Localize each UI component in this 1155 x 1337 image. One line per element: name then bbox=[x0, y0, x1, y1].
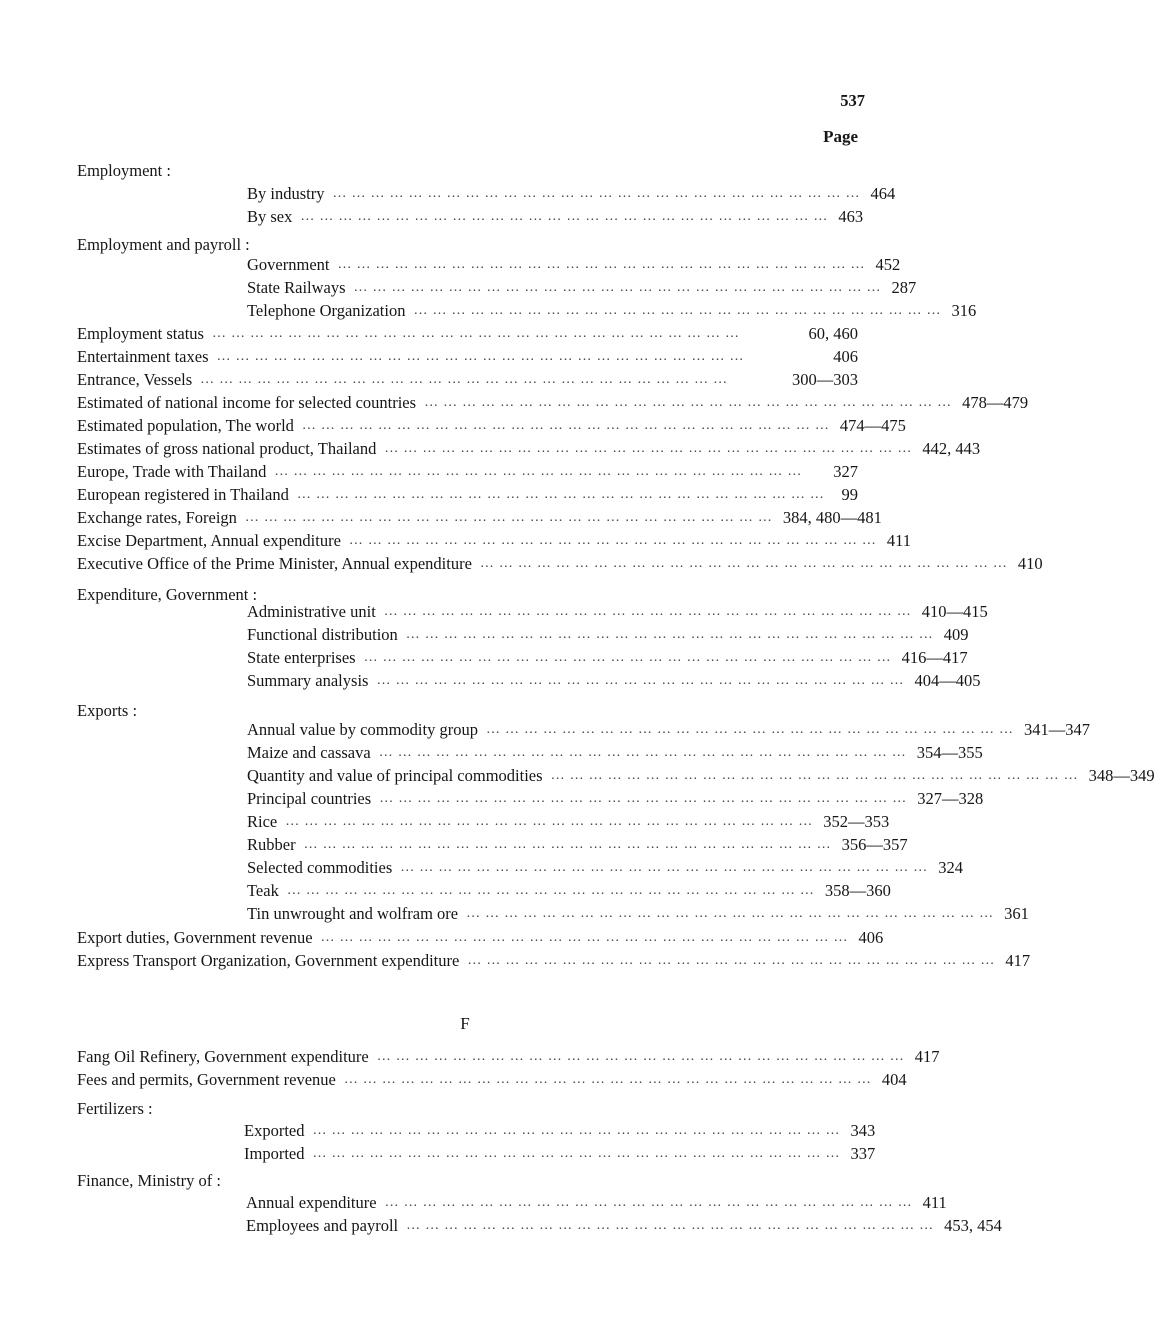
entry-pages: 99 bbox=[841, 485, 858, 504]
dot-leader: ………………………………………………………………………… bbox=[343, 1072, 876, 1087]
index-subentry bbox=[247, 622, 969, 644]
entry-label: State enterprises bbox=[247, 648, 356, 667]
index-subentry bbox=[247, 832, 908, 854]
group-heading: Employment and payroll : bbox=[77, 235, 250, 254]
entry-label: European registered in Thailand bbox=[77, 485, 289, 504]
index-subentry bbox=[246, 1190, 947, 1212]
entry-pages: 406 bbox=[858, 928, 884, 947]
page-column-heading: Page bbox=[823, 127, 858, 146]
dot-leader: ………………………………………………………………………… bbox=[363, 650, 896, 665]
dot-leader: ………………………………………………………………………… bbox=[300, 209, 833, 224]
entry-label: Express Transport Organization, Government expenditure bbox=[77, 951, 460, 970]
index-subentry bbox=[247, 275, 917, 297]
dot-leader: ………………………………………………………………………… bbox=[312, 1123, 845, 1138]
index-entry bbox=[77, 344, 858, 366]
entry-pages: 409 bbox=[943, 625, 969, 644]
dot-leader: ………………………………………………………………………… bbox=[353, 280, 886, 295]
entry-label: Employees and payroll bbox=[246, 1216, 399, 1235]
dot-leader: ………………………………………………………………………… bbox=[376, 673, 909, 688]
entry-label: Estimates of gross national product, Thailand bbox=[77, 439, 377, 458]
dot-leader: ………………………………………………………………………… bbox=[405, 627, 938, 642]
entry-pages: 453, 454 bbox=[944, 1216, 1002, 1235]
entry-label: Entrance, Vessels bbox=[77, 370, 193, 389]
entry-pages: 411 bbox=[886, 531, 912, 550]
entry-label: Estimated of national income for selected countries bbox=[77, 393, 417, 412]
dot-leader: ………………………………………………………………………… bbox=[384, 1195, 917, 1210]
entry-pages: 478—479 bbox=[962, 393, 1029, 412]
dot-leader: ………………………………………………………………………… bbox=[400, 860, 933, 875]
entry-pages: 358—360 bbox=[824, 881, 891, 900]
dot-leader: ………………………………………………………………………… bbox=[406, 1218, 939, 1233]
index-subentry bbox=[247, 298, 977, 320]
entry-label: Imported bbox=[244, 1144, 305, 1163]
entry-label: Export duties, Government revenue bbox=[77, 928, 313, 947]
dot-leader: ………………………………………………………………………… bbox=[467, 953, 1000, 968]
entry-label: Principal countries bbox=[247, 789, 372, 808]
index-entry bbox=[77, 459, 858, 481]
entry-pages: 316 bbox=[951, 301, 977, 320]
entry-label: Entertainment taxes bbox=[77, 347, 209, 366]
entry-pages: 410 bbox=[1017, 554, 1043, 573]
entry-label: Government bbox=[247, 255, 330, 274]
index-entry bbox=[77, 505, 882, 527]
index-subentry bbox=[247, 740, 983, 762]
entry-pages: 384, 480—481 bbox=[782, 508, 882, 527]
index-entry bbox=[77, 1067, 907, 1089]
dot-leader: ………………………………………………………………………… bbox=[479, 556, 1012, 571]
dot-leader: ………………………………………………………………………… bbox=[286, 883, 819, 898]
dot-leader: ………………………………………………………………………… bbox=[485, 722, 1018, 737]
entry-label: By industry bbox=[247, 184, 325, 203]
dot-leader: ………………………………………………………………………… bbox=[200, 372, 733, 387]
entry-pages: 417 bbox=[914, 1047, 940, 1066]
index-entry bbox=[77, 528, 912, 550]
entry-pages: 300—303 bbox=[792, 370, 858, 389]
entry-label: Fees and permits, Government revenue bbox=[77, 1070, 336, 1089]
entry-label: Estimated population, The world bbox=[77, 416, 294, 435]
entry-label: Rubber bbox=[247, 835, 296, 854]
entry-pages: 352—353 bbox=[823, 812, 890, 831]
group-heading: Expenditure, Government : bbox=[77, 585, 258, 604]
entry-label: Tin unwrought and wolfram ore bbox=[247, 904, 459, 923]
dot-leader: ………………………………………………………………………… bbox=[296, 487, 829, 502]
index-subentry bbox=[247, 181, 896, 203]
entry-label: Selected commodities bbox=[247, 858, 393, 877]
entry-pages: 442, 443 bbox=[922, 439, 981, 458]
index-subentry bbox=[247, 786, 984, 808]
dot-leader: ………………………………………………………………………… bbox=[376, 1049, 909, 1064]
index-entry bbox=[77, 321, 858, 343]
entry-pages: 474—475 bbox=[839, 416, 906, 435]
dot-leader: ………………………………………………………………………… bbox=[383, 604, 916, 619]
index-entry bbox=[77, 482, 858, 504]
group-heading: Finance, Ministry of : bbox=[77, 1171, 221, 1190]
page-number: 537 bbox=[840, 91, 865, 110]
index-entry bbox=[77, 1044, 940, 1066]
entry-pages: 287 bbox=[891, 278, 917, 297]
entry-label: Fang Oil Refinery, Government expenditure bbox=[77, 1047, 369, 1066]
entry-label: Annual value by commodity group bbox=[247, 720, 478, 739]
dot-leader: ………………………………………………………………………… bbox=[320, 930, 853, 945]
entry-pages: 404—405 bbox=[914, 671, 981, 690]
entry-label: Employment status bbox=[77, 324, 204, 343]
index-entry bbox=[77, 948, 1031, 970]
dot-leader: ………………………………………………………………………… bbox=[378, 745, 911, 760]
dot-leader: ………………………………………………………………………… bbox=[348, 533, 881, 548]
entry-label: Excise Department, Annual expenditure bbox=[77, 531, 341, 550]
dot-leader: ………………………………………………………………………… bbox=[274, 464, 807, 479]
entry-pages: 60, 460 bbox=[808, 324, 858, 343]
index-entry bbox=[77, 925, 884, 947]
index-subentry bbox=[246, 1213, 1002, 1235]
index-subentry bbox=[247, 878, 891, 900]
entry-pages: 410—415 bbox=[921, 602, 988, 621]
entry-label: Executive Office of the Prime Minister, Annual expenditure bbox=[77, 554, 472, 573]
entry-pages: 327—328 bbox=[917, 789, 984, 808]
entry-pages: 463 bbox=[838, 207, 864, 226]
entry-label: Teak bbox=[247, 881, 279, 900]
index-subentry bbox=[247, 204, 864, 226]
index-entry bbox=[77, 367, 858, 389]
dot-leader: ………………………………………………………………………… bbox=[312, 1146, 845, 1161]
entry-pages: 341—347 bbox=[1023, 720, 1090, 739]
dot-leader: ………………………………………………………………………… bbox=[384, 441, 917, 456]
entry-pages: 452 bbox=[875, 255, 901, 274]
dot-leader: ………………………………………………………………………… bbox=[301, 418, 834, 433]
entry-label: Exchange rates, Foreign bbox=[77, 508, 237, 527]
dot-leader: ………………………………………………………………………… bbox=[303, 837, 836, 852]
index-subentry bbox=[247, 599, 988, 621]
entry-pages: 411 bbox=[922, 1193, 947, 1212]
dot-leader: ………………………………………………………………………… bbox=[379, 791, 912, 806]
entry-pages: 356—357 bbox=[841, 835, 908, 854]
entry-pages: 354—355 bbox=[916, 743, 983, 762]
entry-pages: 416—417 bbox=[901, 648, 968, 667]
entry-pages: 337 bbox=[850, 1144, 876, 1163]
index-subentry bbox=[247, 717, 1090, 739]
entry-label: Exported bbox=[244, 1121, 305, 1140]
dot-leader: ………………………………………………………………………… bbox=[285, 814, 818, 829]
dot-leader: ………………………………………………………………………… bbox=[337, 257, 870, 272]
dot-leader: ………………………………………………………………………… bbox=[211, 326, 744, 341]
index-subentry bbox=[247, 901, 1029, 923]
dot-leader: ………………………………………………………………………… bbox=[244, 510, 777, 525]
index-subentry bbox=[247, 763, 1155, 785]
entry-pages: 348—349 bbox=[1088, 766, 1155, 785]
entry-label: State Railways bbox=[247, 278, 346, 297]
index-subentry bbox=[247, 252, 901, 274]
entry-label: Annual expenditure bbox=[246, 1193, 377, 1212]
entry-pages: 343 bbox=[850, 1121, 876, 1140]
index-subentry bbox=[244, 1118, 876, 1140]
entry-label: Europe, Trade with Thailand bbox=[77, 462, 267, 481]
dot-leader: ………………………………………………………………………… bbox=[550, 768, 1083, 783]
dot-leader: ………………………………………………………………………… bbox=[413, 303, 946, 318]
index-entry bbox=[77, 436, 981, 458]
entry-label: Maize and cassava bbox=[247, 743, 371, 762]
index-subentry bbox=[247, 809, 890, 831]
group-heading: Fertilizers : bbox=[77, 1099, 153, 1118]
group-heading: Exports : bbox=[77, 701, 138, 720]
entry-pages: 404 bbox=[881, 1070, 907, 1089]
entry-label: Functional distribution bbox=[247, 625, 398, 644]
entry-pages: 464 bbox=[870, 184, 896, 203]
entry-label: Summary analysis bbox=[247, 671, 369, 690]
entry-label: Quantity and value of principal commodities bbox=[247, 766, 543, 785]
dot-leader: ………………………………………………………………………… bbox=[332, 186, 865, 201]
entry-pages: 406 bbox=[833, 347, 858, 366]
entry-pages: 327 bbox=[833, 462, 858, 481]
entry-pages: 324 bbox=[938, 858, 964, 877]
dot-leader: ………………………………………………………………………… bbox=[466, 906, 999, 921]
dot-leader: ………………………………………………………………………… bbox=[216, 349, 749, 364]
group-heading: Employment : bbox=[77, 161, 171, 180]
index-entry bbox=[77, 390, 1029, 412]
entry-pages: 417 bbox=[1005, 951, 1031, 970]
dot-leader: ………………………………………………………………………… bbox=[424, 395, 957, 410]
index-entry bbox=[77, 551, 1043, 573]
index-subentry bbox=[244, 1141, 876, 1163]
entry-label: By sex bbox=[247, 207, 293, 226]
entry-label: Rice bbox=[247, 812, 278, 831]
index-subentry bbox=[247, 645, 968, 667]
index-subentry bbox=[247, 855, 964, 877]
entry-label: Telephone Organization bbox=[247, 301, 406, 320]
section-letter: F bbox=[460, 1014, 470, 1033]
entry-pages: 361 bbox=[1004, 904, 1029, 923]
entry-label: Administrative unit bbox=[247, 602, 376, 621]
index-subentry bbox=[247, 668, 981, 690]
index-entry bbox=[77, 413, 906, 435]
